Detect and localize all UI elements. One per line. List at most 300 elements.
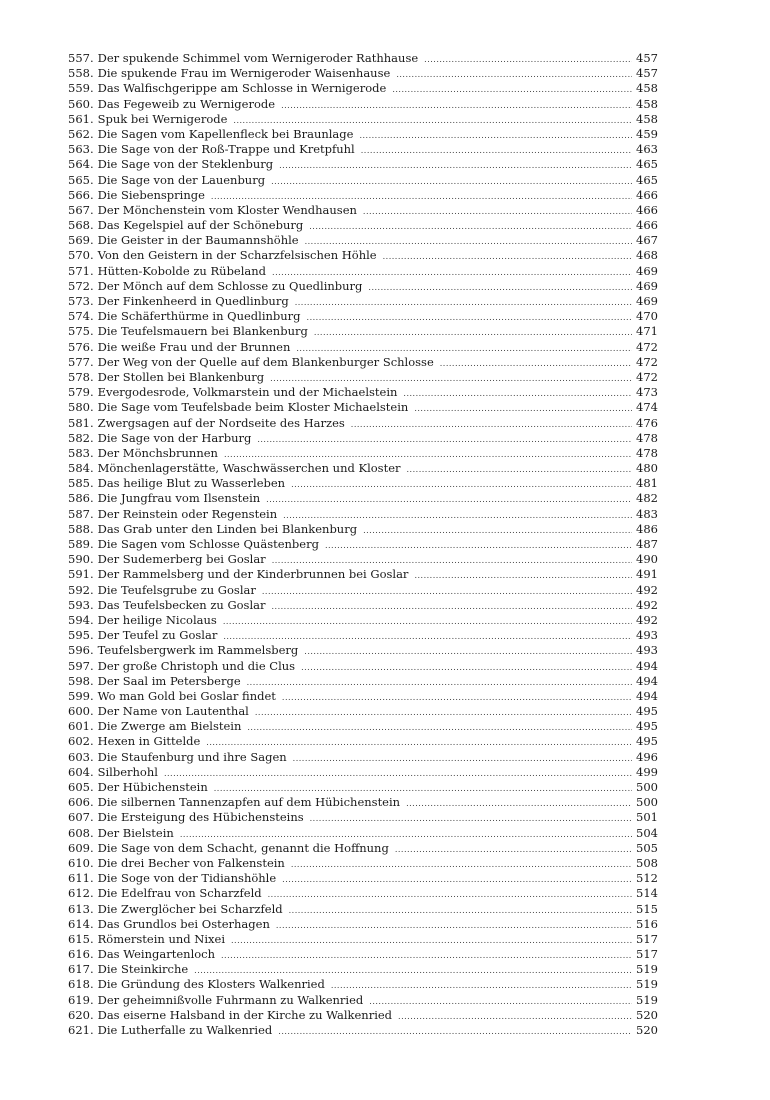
entry-page-number: 467	[636, 233, 658, 248]
dot-leader	[363, 523, 632, 538]
dot-leader	[363, 204, 632, 219]
entry-title: Wo man Gold bei Goslar findet	[97, 688, 276, 703]
entry-title: Die Sage von dem Schacht, genannt die Hoffnung	[97, 840, 389, 855]
toc-entry	[68, 780, 658, 795]
entry-page-number: 492	[636, 612, 658, 627]
entry-page-number: 519	[636, 977, 658, 992]
entry-page-number: 500	[636, 780, 658, 794]
entry-page-number: 519	[636, 962, 658, 977]
entry-number: 610.	[68, 855, 94, 870]
entry-title: Das Fegeweib zu Wernigerode	[97, 96, 276, 111]
entry-number: 605.	[68, 780, 94, 794]
entry-title: Die Geister in der Baumannshöhle	[97, 233, 299, 248]
dot-leader	[361, 143, 632, 158]
entry-number: 580.	[68, 400, 94, 415]
entry-page-number: 520	[636, 1023, 658, 1037]
entry-page-number: 508	[636, 855, 658, 870]
toc-entry	[68, 628, 658, 643]
dot-leader	[368, 280, 632, 295]
entry-page-number: 474	[636, 400, 658, 415]
entry-title: Der Mönchenstein vom Kloster Wendhausen	[97, 202, 357, 217]
toc-entry	[68, 962, 658, 977]
entry-page-number: 495	[636, 719, 658, 734]
entry-number: 620.	[68, 1007, 94, 1022]
entry-number: 589.	[68, 537, 94, 551]
entry-number: 558.	[68, 66, 94, 81]
entry-page-number: 505	[636, 840, 658, 855]
entry-number: 593.	[68, 597, 94, 612]
entry-number: 572.	[68, 278, 94, 293]
entry-title: Die Sagen vom Kapellenfleck bei Braunlage	[97, 126, 354, 141]
toc-entry	[68, 173, 658, 188]
entry-number: 571.	[68, 263, 94, 278]
entry-page-number: 492	[636, 582, 658, 597]
toc-entry	[68, 567, 658, 582]
dot-leader	[307, 310, 632, 325]
entry-page-number: 471	[636, 324, 658, 339]
entry-number: 596.	[68, 643, 94, 658]
entry-title: Der Reinstein oder Regenstein	[97, 506, 278, 521]
toc-entry	[68, 340, 658, 355]
entry-title: Die Teufelsgrube zu Goslar	[97, 582, 256, 597]
entry-number: 600.	[68, 704, 94, 719]
entry-number: 616.	[68, 947, 94, 962]
toc-entry	[68, 826, 658, 841]
entry-page-number: 458	[636, 81, 658, 96]
entry-page-number: 516	[636, 916, 658, 931]
toc-entry	[68, 704, 658, 719]
dot-leader	[304, 644, 632, 659]
entry-title: Die Gründung des Klosters Walkenried	[97, 977, 325, 992]
entry-title: Die Zwerge am Bielstein	[97, 719, 242, 734]
dot-leader	[224, 447, 632, 462]
dot-leader	[310, 811, 632, 826]
toc-entry	[68, 552, 658, 567]
entry-number: 575.	[68, 324, 94, 339]
entry-number: 568.	[68, 218, 94, 233]
entry-number: 565.	[68, 172, 94, 187]
toc-entry	[68, 416, 658, 431]
dot-leader	[233, 113, 632, 128]
toc-entry	[68, 127, 658, 142]
toc-entry	[68, 355, 658, 370]
entry-number: 583.	[68, 445, 94, 460]
entry-title: Das Weingartenloch	[97, 947, 216, 962]
entry-number: 566.	[68, 187, 94, 202]
toc-entry	[68, 431, 658, 446]
dot-leader	[407, 462, 632, 477]
dot-leader	[291, 857, 632, 872]
entry-number: 585.	[68, 476, 94, 491]
dot-leader	[392, 82, 632, 97]
entry-page-number: 500	[636, 795, 658, 810]
dot-leader	[440, 356, 632, 371]
dot-leader	[403, 386, 632, 401]
toc-entry	[68, 400, 658, 415]
entry-title: Der Saal im Petersberge	[97, 673, 241, 688]
dot-leader	[396, 67, 632, 82]
entry-title: Von den Geistern in der Scharzfelsischen Höhle	[97, 248, 377, 263]
dot-leader	[272, 553, 632, 568]
entry-page-number: 465	[636, 172, 658, 187]
toc-entry	[68, 142, 658, 157]
entry-title: Evergodesrode, Volkmarstein und der Michaelstein	[97, 385, 398, 400]
dot-leader	[214, 781, 632, 796]
entry-title: Hexen in Gittelde	[97, 734, 201, 749]
toc-entry	[68, 734, 658, 749]
entry-number: 602.	[68, 734, 94, 749]
entry-number: 564.	[68, 157, 94, 172]
dot-leader	[331, 978, 632, 993]
dot-leader	[295, 295, 632, 310]
toc-entry	[68, 583, 658, 598]
dot-leader	[272, 265, 632, 280]
entry-title: Der geheimnißvolle Fuhrmann zu Walkenried	[97, 992, 364, 1007]
entry-page-number: 469	[636, 294, 658, 308]
toc-entry	[68, 932, 658, 947]
entry-number: 579.	[68, 385, 94, 400]
entry-title: Der Sudemerberg bei Goslar	[97, 552, 266, 567]
entry-page-number: 494	[636, 673, 658, 688]
entry-page-number: 466	[636, 202, 658, 217]
entry-title: Der Weg von der Quelle auf dem Blankenburger Schlosse	[97, 354, 434, 369]
entry-title: Römerstein und Nixei	[97, 931, 226, 946]
entry-page-number: 469	[636, 278, 658, 293]
toc-entry	[68, 491, 658, 506]
entry-page-number: 495	[636, 704, 658, 719]
entry-number: 592.	[68, 582, 94, 597]
toc-entry	[68, 97, 658, 112]
dot-leader	[282, 872, 632, 887]
dot-leader	[279, 158, 632, 173]
entry-title: Das Walfischgerippe am Schlosse in Wernigerode	[97, 81, 387, 96]
dot-leader	[271, 174, 632, 189]
entry-title: Die silbernen Tannenzapfen auf dem Hübichenstein	[97, 795, 401, 810]
entry-title: Die Sagen vom Schlosse Quästenberg	[97, 537, 319, 551]
table-of-contents	[68, 51, 658, 1038]
entry-title: Zwergsagen auf der Nordseite des Harzes	[97, 415, 345, 430]
entry-page-number: 520	[636, 1007, 658, 1022]
entry-number: 577.	[68, 354, 94, 369]
dot-leader	[255, 705, 632, 720]
entry-page-number: 472	[636, 354, 658, 369]
toc-entry	[68, 233, 658, 248]
toc-entry	[68, 51, 658, 66]
dot-leader	[270, 371, 632, 386]
toc-entry	[68, 856, 658, 871]
toc-entry	[68, 188, 658, 203]
entry-page-number: 478	[636, 445, 658, 460]
toc-entry	[68, 871, 658, 886]
dot-leader	[247, 720, 632, 735]
entry-title: Die Zwerglöcher bei Scharzfeld	[97, 901, 283, 916]
dot-leader	[395, 842, 632, 857]
entry-page-number: 504	[636, 825, 658, 840]
entry-number: 561.	[68, 111, 94, 126]
entry-title: Spuk bei Wernigerode	[97, 111, 228, 126]
entry-page-number: 473	[636, 385, 658, 400]
entry-number: 604.	[68, 764, 94, 779]
entry-page-number: 499	[636, 764, 658, 779]
entry-number: 584.	[68, 461, 94, 476]
entry-title: Die Sage von der Lauenburg	[97, 172, 266, 187]
entry-title: Das Kegelspiel auf der Schöneburg	[97, 218, 304, 233]
entry-number: 557.	[68, 51, 94, 65]
entry-number: 562.	[68, 126, 94, 141]
entry-title: Der Finkenheerd in Quedlinburg	[97, 294, 289, 308]
entry-page-number: 515	[636, 901, 658, 916]
dot-leader	[359, 128, 632, 143]
toc-entry	[68, 810, 658, 825]
entry-page-number: 476	[636, 415, 658, 430]
entry-page-number: 519	[636, 992, 658, 1007]
dot-leader	[164, 766, 632, 781]
toc-entry	[68, 203, 658, 218]
entry-number: 617.	[68, 962, 94, 977]
dot-leader	[206, 735, 632, 750]
entry-page-number: 517	[636, 947, 658, 962]
entry-page-number: 486	[636, 521, 658, 536]
toc-entry	[68, 719, 658, 734]
entry-number: 621.	[68, 1023, 94, 1037]
entry-page-number: 483	[636, 506, 658, 521]
entry-number: 581.	[68, 415, 94, 430]
entry-number: 615.	[68, 931, 94, 946]
dot-leader	[262, 584, 632, 599]
entry-title: Der Hübichenstein	[97, 780, 208, 794]
toc-entry	[68, 66, 658, 81]
entry-title: Teufelsbergwerk im Rammelsberg	[97, 643, 299, 658]
entry-page-number: 469	[636, 263, 658, 278]
entry-page-number: 491	[636, 567, 658, 582]
entry-number: 598.	[68, 673, 94, 688]
entry-page-number: 472	[636, 369, 658, 384]
entry-page-number: 514	[636, 886, 658, 901]
entry-page-number: 458	[636, 96, 658, 111]
entry-number: 563.	[68, 142, 94, 157]
dot-leader	[314, 325, 632, 340]
entry-page-number: 490	[636, 552, 658, 567]
entry-number: 567.	[68, 202, 94, 217]
dot-leader	[369, 994, 632, 1009]
entry-title: Die drei Becher von Falkenstein	[97, 855, 285, 870]
dot-leader	[268, 887, 632, 902]
entry-number: 599.	[68, 688, 94, 703]
entry-number: 570.	[68, 248, 94, 263]
entry-title: Der Rammelsberg und der Kinderbrunnen bei Goslar	[97, 567, 409, 582]
entry-page-number: 493	[636, 643, 658, 658]
dot-leader	[383, 249, 632, 264]
entry-number: 588.	[68, 521, 94, 536]
entry-page-number: 480	[636, 461, 658, 476]
dot-leader	[283, 508, 632, 523]
toc-entry	[68, 157, 658, 172]
entry-page-number: 457	[636, 66, 658, 81]
toc-entry	[68, 1023, 658, 1038]
entry-number: 569.	[68, 233, 94, 248]
dot-leader	[301, 660, 632, 675]
entry-page-number: 482	[636, 491, 658, 506]
entry-number: 576.	[68, 339, 94, 354]
entry-page-number: 495	[636, 734, 658, 749]
entry-number: 619.	[68, 992, 94, 1007]
toc-entry	[68, 1008, 658, 1023]
entry-title: Der Teufel zu Goslar	[97, 628, 218, 643]
dot-leader	[424, 52, 632, 67]
entry-page-number: 459	[636, 126, 658, 141]
entry-title: Das Grab unter den Linden bei Blankenburg	[97, 521, 358, 536]
toc-entry	[68, 841, 658, 856]
entry-page-number: 512	[636, 871, 658, 886]
toc-entry	[68, 507, 658, 522]
entry-title: Die Steinkirche	[97, 962, 189, 977]
entry-page-number: 466	[636, 218, 658, 233]
dot-leader	[406, 796, 632, 811]
entry-page-number: 468	[636, 248, 658, 263]
dot-leader	[180, 827, 632, 842]
entry-title: Die Schäferthürme in Quedlinburg	[97, 309, 301, 324]
toc-entry	[68, 598, 658, 613]
entry-title: Die Soge von der Tidianshöhle	[97, 871, 277, 886]
toc-entry	[68, 674, 658, 689]
entry-title: Das heilige Blut zu Wasserleben	[97, 476, 286, 491]
entry-number: 611.	[68, 871, 94, 886]
dot-leader	[398, 1009, 632, 1024]
entry-page-number: 472	[636, 339, 658, 354]
dot-leader	[231, 933, 632, 948]
toc-entry	[68, 81, 658, 96]
dot-leader	[257, 432, 632, 447]
toc-entry	[68, 993, 658, 1008]
dot-leader	[305, 234, 632, 249]
toc-entry	[68, 279, 658, 294]
toc-entry	[68, 902, 658, 917]
entry-number: 613.	[68, 901, 94, 916]
entry-title: Der Mönchsbrunnen	[97, 445, 218, 460]
toc-entry	[68, 294, 658, 309]
entry-number: 591.	[68, 567, 94, 582]
entry-title: Der Stollen bei Blankenburg	[97, 369, 265, 384]
entry-number: 587.	[68, 506, 94, 521]
dot-leader	[194, 963, 632, 978]
entry-number: 612.	[68, 886, 94, 901]
entry-page-number: 501	[636, 810, 658, 825]
entry-page-number: 458	[636, 111, 658, 126]
toc-entry	[68, 643, 658, 658]
entry-number: 618.	[68, 977, 94, 992]
entry-number: 573.	[68, 294, 94, 308]
dot-leader	[278, 1024, 632, 1039]
entry-number: 578.	[68, 369, 94, 384]
entry-title: Hütten-Kobolde zu Rübeland	[97, 263, 267, 278]
dot-leader	[221, 948, 632, 963]
toc-entry	[68, 446, 658, 461]
dot-leader	[414, 401, 632, 416]
entry-page-number: 465	[636, 157, 658, 172]
entry-number: 590.	[68, 552, 94, 567]
toc-entry	[68, 886, 658, 901]
dot-leader	[325, 538, 632, 553]
entry-number: 586.	[68, 491, 94, 506]
toc-entry	[68, 917, 658, 932]
entry-title: Die Teufelsmauern bei Blankenburg	[97, 324, 308, 339]
entry-title: Die Lutherfalle zu Walkenried	[97, 1023, 273, 1037]
toc-entry	[68, 370, 658, 385]
entry-title: Das Grundlos bei Osterhagen	[97, 916, 270, 931]
dot-leader	[296, 341, 632, 356]
entry-number: 559.	[68, 81, 94, 96]
entry-page-number: 466	[636, 187, 658, 202]
entry-page-number: 493	[636, 628, 658, 643]
toc-entry	[68, 385, 658, 400]
entry-number: 614.	[68, 916, 94, 931]
entry-number: 608.	[68, 825, 94, 840]
entry-title: Die weiße Frau und der Brunnen	[97, 339, 291, 354]
entry-title: Das eiserne Halsband in der Kirche zu Walkenried	[97, 1007, 393, 1022]
entry-title: Die Sage von der Harburg	[97, 430, 252, 445]
entry-title: Mönchenlagerstätte, Waschwässerchen und Kloster	[97, 461, 401, 476]
entry-page-number: 494	[636, 658, 658, 673]
toc-entry	[68, 324, 658, 339]
entry-title: Der Name von Lautenthal	[97, 704, 249, 719]
dot-leader	[271, 599, 632, 614]
entry-title: Die Edelfrau von Scharzfeld	[97, 886, 262, 901]
entry-title: Das Teufelsbecken zu Goslar	[97, 597, 266, 612]
dot-leader	[247, 675, 632, 690]
dot-leader	[223, 614, 632, 629]
entry-title: Der Bielstein	[97, 825, 174, 840]
toc-entry	[68, 659, 658, 674]
entry-title: Der große Christoph und die Clus	[97, 658, 296, 673]
dot-leader	[309, 219, 632, 234]
entry-title: Der heilige Nicolaus	[97, 612, 217, 627]
entry-page-number: 470	[636, 309, 658, 324]
entry-page-number: 487	[636, 537, 658, 551]
entry-number: 560.	[68, 96, 94, 111]
dot-leader	[266, 492, 632, 507]
dot-leader	[211, 189, 632, 204]
toc-entry	[68, 765, 658, 780]
dot-leader	[289, 903, 632, 918]
entry-page-number: 496	[636, 749, 658, 764]
toc-entry	[68, 309, 658, 324]
toc-entry	[68, 264, 658, 279]
entry-title: Die Siebenspringe	[97, 187, 205, 202]
toc-entry	[68, 977, 658, 992]
dot-leader	[276, 918, 632, 933]
entry-number: 603.	[68, 749, 94, 764]
entry-title: Die Sage von der Steklenburg	[97, 157, 274, 172]
entry-title: Die spukende Frau im Wernigeroder Waisenhause	[97, 66, 391, 81]
entry-number: 606.	[68, 795, 94, 810]
toc-entry	[68, 461, 658, 476]
toc-entry	[68, 537, 658, 552]
entry-number: 594.	[68, 612, 94, 627]
entry-number: 607.	[68, 810, 94, 825]
entry-page-number: 494	[636, 688, 658, 703]
dot-leader	[291, 477, 632, 492]
entry-number: 574.	[68, 309, 94, 324]
dot-leader	[223, 629, 632, 644]
entry-number: 601.	[68, 719, 94, 734]
toc-entry	[68, 613, 658, 628]
entry-page-number: 457	[636, 51, 658, 65]
toc-entry	[68, 218, 658, 233]
entry-title: Die Jungfrau vom Ilsenstein	[97, 491, 261, 506]
entry-page-number: 463	[636, 142, 658, 157]
entry-title: Die Ersteigung des Hübichensteins	[97, 810, 304, 825]
entry-title: Die Staufenburg und ihre Sagen	[97, 749, 287, 764]
